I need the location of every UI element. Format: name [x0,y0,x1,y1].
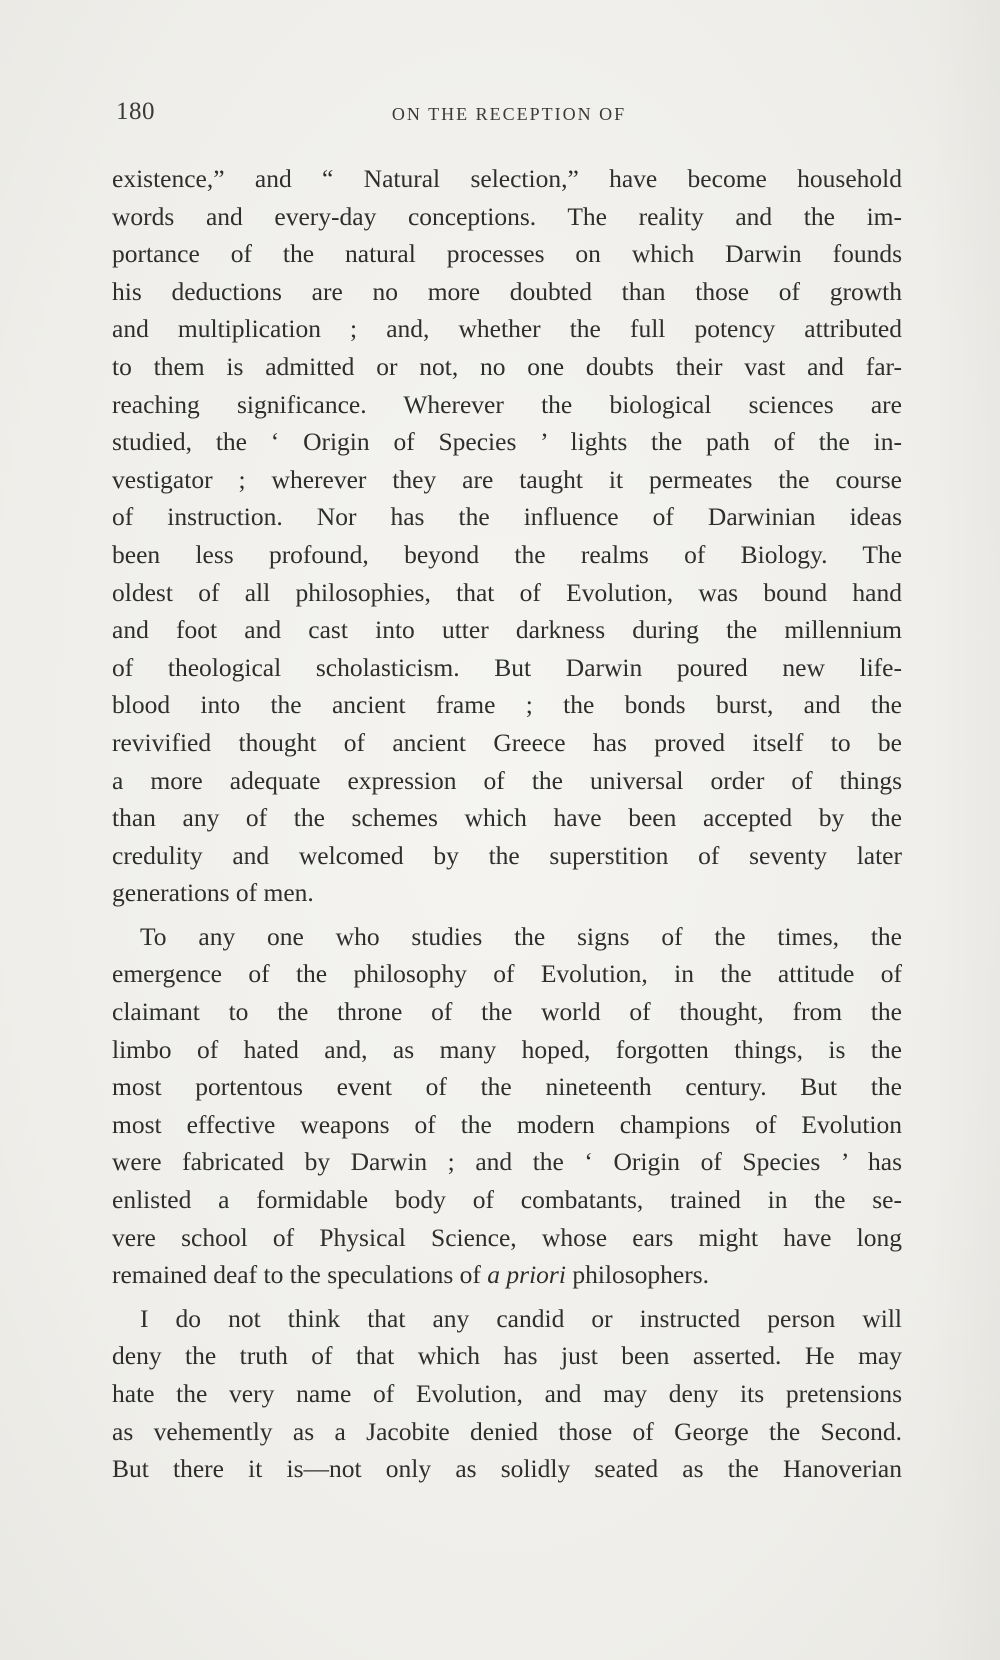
text-line: of instruction. Nor has the influence of Darwinian ideas [112,502,902,532]
text-line: a more adequate expression of the universal order of things [112,765,902,795]
paragraph-2 [112,918,902,1294]
text-line-with-italic [112,1256,902,1294]
text-fragment: remained deaf to the speculations of [112,1260,481,1290]
page-number: 180 [116,98,155,125]
page-edge-shading [930,0,1000,1660]
text-line: words and every-day conceptions. The reality and the im- [112,201,902,231]
text-line: reaching significance. Wherever the biological sciences are [112,389,902,419]
running-head: ON THE RECEPTION OF [391,104,627,124]
text-line: most portentous event of the nineteenth century. But the [112,1072,902,1102]
text-line: credulity and welcomed by the superstition of seventy later [112,840,902,870]
text-line: were fabricated by Darwin ; and the ‘ Origin of Species ’ has [112,1147,902,1177]
text-line: generations of men. [112,878,314,908]
text-line: oldest of all philosophies, that of Evolution, was bound hand [112,577,902,607]
text-line: and foot and cast into utter darkness during the millennium [112,615,902,645]
text-line: blood into the ancient frame ; the bonds burst, and the [112,690,902,720]
text-line: studied, the ‘ Origin of Species ’ lights the path of the in- [112,427,902,457]
text-line: hate the very name of Evolution, and may deny its pretensions [112,1379,902,1408]
text-line: his deductions are no more doubted than those of growth [112,276,902,306]
italic-phrase: a priori [487,1260,566,1290]
text-line: existence,” and “ Natural selection,” have become household [112,164,902,193]
text-line: than any of the schemes which have been accepted by the [112,803,902,833]
text-line: and multiplication ; and, whether the full potency attributed [112,314,902,344]
text-line: portance of the natural processes on which Darwin founds [112,239,902,269]
text-line: To any one who studies the signs of the times, the [140,921,902,951]
page-header [116,98,902,138]
text-fragment: philosophers. [572,1260,710,1290]
paragraph-1 [112,160,902,912]
body-text [112,160,902,1494]
text-line: vere school of Physical Science, whose ears might have long [112,1222,902,1252]
text-line: I do not think that any candid or instructed person will [140,1303,902,1333]
text-line: of theological scholasticism. But Darwin poured new life- [112,652,902,682]
text-line: limbo of hated and, as many hoped, forgotten things, is the [112,1034,902,1064]
text-line: been less profound, beyond the realms of Biology. The [112,539,902,569]
text-line: to them is admitted or not, no one doubts their vast and far- [112,351,902,381]
text-line: enlisted a formidable body of combatants, trained in the se- [112,1185,902,1215]
text-line: emergence of the philosophy of Evolution, in the attitude of [112,959,902,989]
text-line: as vehemently as a Jacobite denied those of George the Second. [112,1416,902,1446]
text-line: claimant to the throne of the world of thought, from the [112,997,902,1027]
text-line: revivified thought of ancient Greece has proved itself to be [112,727,902,757]
text-line: most effective weapons of the modern champions of Evolution [112,1109,902,1139]
paragraph-3 [112,1300,902,1488]
text-line: vestigator ; wherever they are taught it permeates the course [112,464,902,494]
text-line: But there it is—not only as solidly seated as the Hanoverian [112,1454,902,1484]
text-line: deny the truth of that which has just been asserted. He may [112,1341,902,1371]
